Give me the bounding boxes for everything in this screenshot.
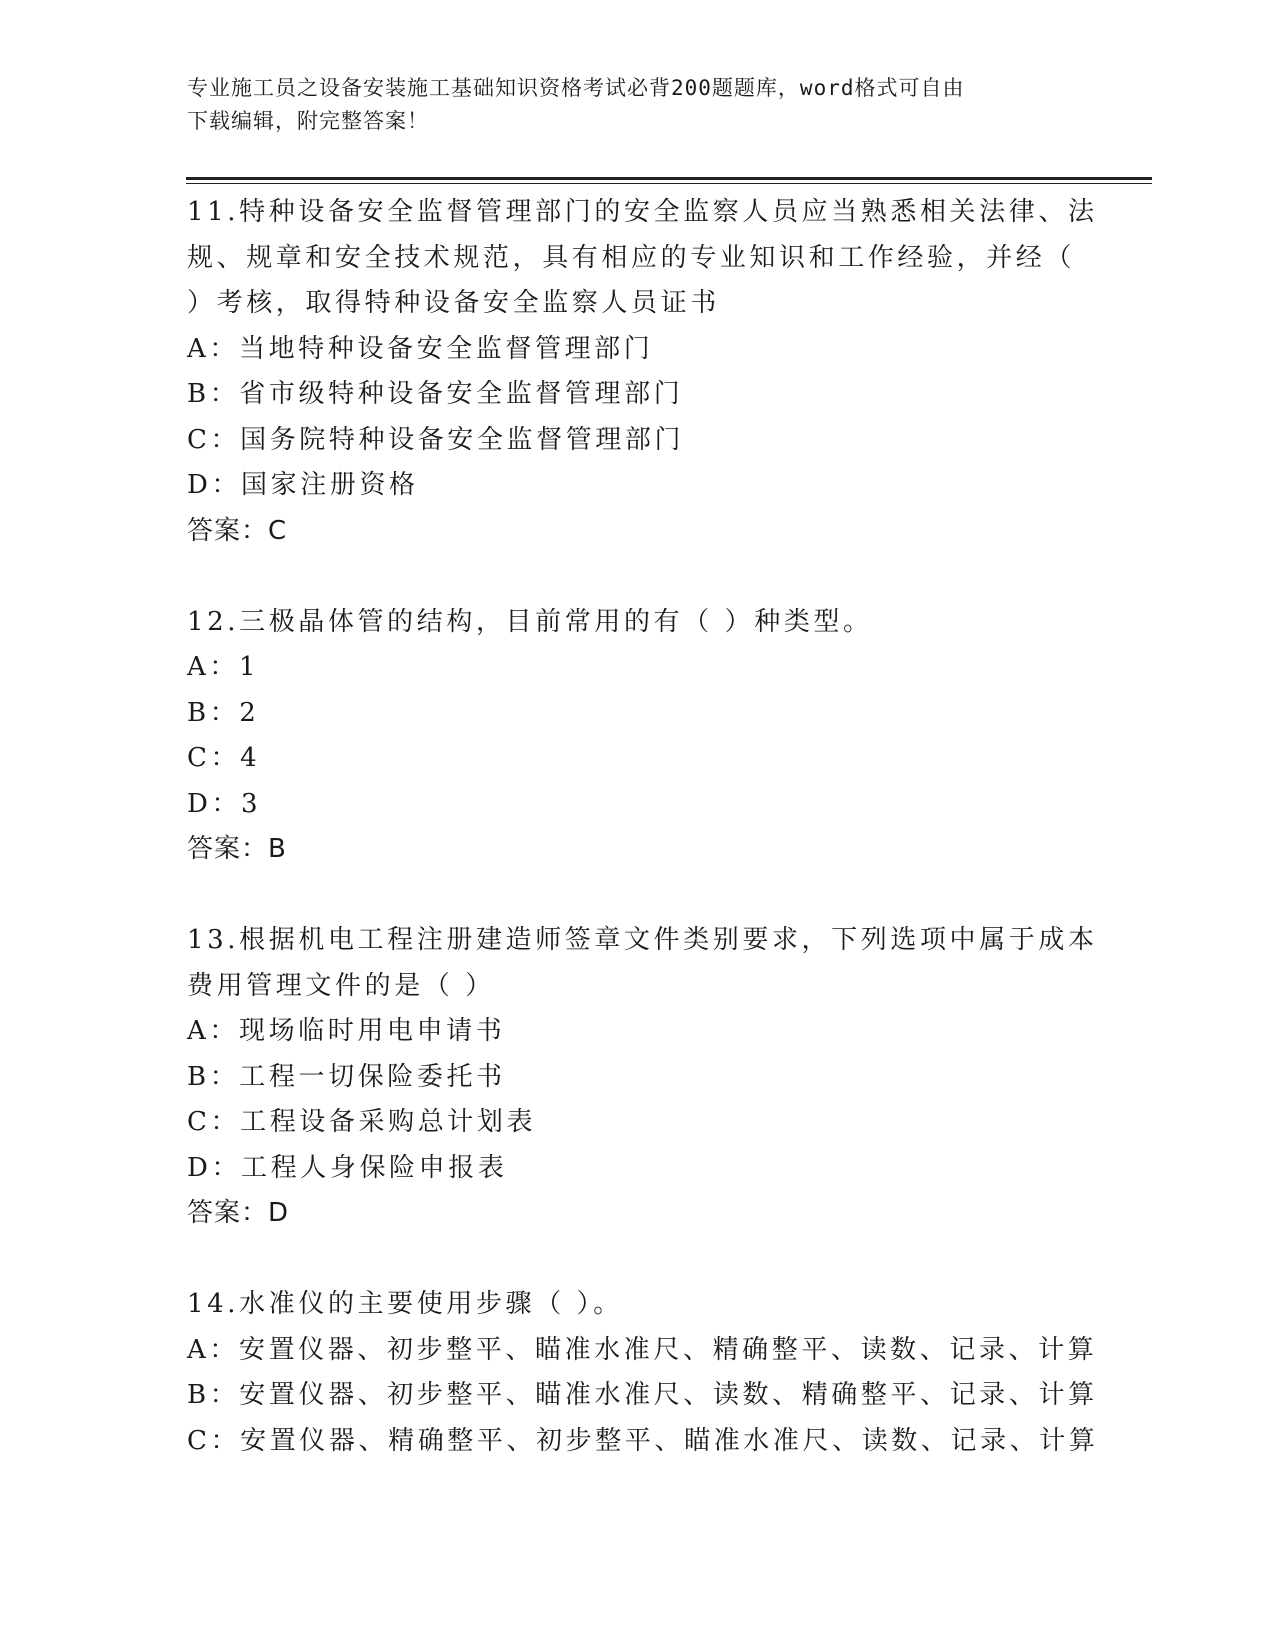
header-line: 下载编辑，附完整答案！ <box>187 109 429 133</box>
spacer <box>187 1237 1127 1283</box>
question-text: ）考核，取得特种设备安全监察人员证书 <box>187 288 720 318</box>
option-b: B：安置仪器、初步整平、瞄准水准尺、读数、精确整平、记录、计算 <box>187 1380 1098 1410</box>
header-divider-thick <box>186 177 1152 180</box>
question-text: 11.特种设备安全监督管理部门的安全监察人员应当熟悉相关法律、法 <box>187 197 1098 227</box>
question-text: 14.水准仪的主要使用步骤（ ）。 <box>187 1289 623 1319</box>
question-13 <box>187 918 1127 1237</box>
option-a: A：当地特种设备安全监督管理部门 <box>187 333 654 364</box>
answer-text: 答案：B <box>187 834 287 864</box>
option-d: D：国家注册资格 <box>187 470 419 500</box>
question-text: 费用管理文件的是（ ） <box>187 970 495 1001</box>
option-b: B：2 <box>187 697 260 728</box>
option-c: C：4 <box>187 743 261 773</box>
option-a: A：1 <box>187 652 260 682</box>
header-divider-thin <box>186 183 1152 184</box>
question-14 <box>187 1282 1127 1464</box>
option-d: D：工程人身保险申报表 <box>187 1152 508 1183</box>
option-a: A：现场临时用电申请书 <box>187 1016 506 1046</box>
spacer <box>187 554 1127 600</box>
option-b: B：工程一切保险委托书 <box>187 1061 506 1092</box>
spacer <box>187 873 1127 919</box>
document-header <box>187 72 1067 138</box>
question-11 <box>187 190 1127 554</box>
option-d: D：3 <box>187 788 262 819</box>
header-line: 专业施工员之设备安装施工基础知识资格考试必背200题题库，word格式可自由 <box>187 76 965 100</box>
option-c: C：工程设备采购总计划表 <box>187 1107 537 1137</box>
question-text: 规、规章和安全技术规范，具有相应的专业知识和工作经验，并经（ <box>187 242 1076 273</box>
question-text: 13.根据机电工程注册建造师签章文件类别要求，下列选项中属于成本 <box>187 925 1098 955</box>
question-text: 12.三极晶体管的结构，目前常用的有（ ）种类型。 <box>187 606 873 637</box>
answer-text: 答案：C <box>187 515 288 546</box>
option-b: B：省市级特种设备安全监督管理部门 <box>187 379 684 409</box>
question-12 <box>187 600 1127 873</box>
option-a: A：安置仪器、初步整平、瞄准水准尺、精确整平、读数、记录、计算 <box>187 1334 1098 1365</box>
option-c: C：国务院特种设备安全监督管理部门 <box>187 424 685 455</box>
question-list <box>187 190 1127 1464</box>
option-c: C：安置仪器、精确整平、初步整平、瞄准水准尺、读数、记录、计算 <box>187 1425 1099 1456</box>
answer-text: 答案：D <box>187 1198 290 1228</box>
